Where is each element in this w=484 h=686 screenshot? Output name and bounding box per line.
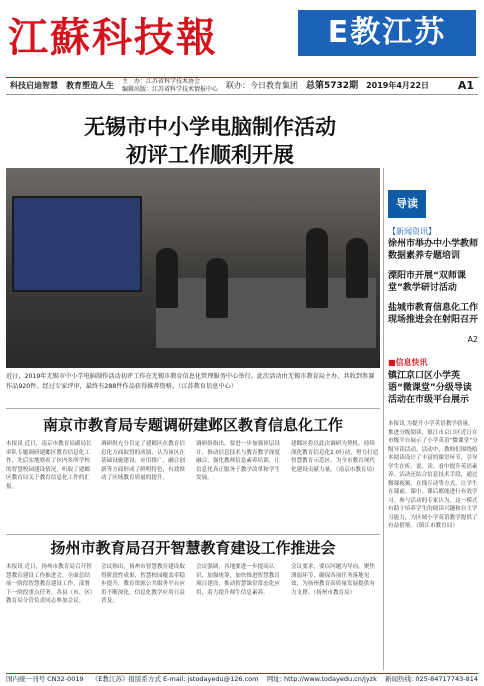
sidebar-item[interactable]: 溧阳市开展“双师课堂”教学研讨活动 <box>388 271 466 293</box>
section-divider <box>6 534 380 535</box>
section-divider <box>6 408 380 409</box>
sidebar-item[interactable]: 徐州市举办中小学教师数据素养专题培训 <box>388 239 479 261</box>
computer-desks <box>156 278 376 348</box>
sidebar-item[interactable]: 盐城市教育信息化工作现场推进会在射阳召开 <box>388 303 479 325</box>
person-figure <box>346 238 368 298</box>
footer <box>6 673 478 686</box>
footer-hotline: 新闻热线: 025-84717743-814 <box>385 675 478 683</box>
person-figure <box>156 248 178 308</box>
sidebar-story-title: 镇江京口区小学英语“微课堂”分级导读活动在市级平台展示 <box>388 371 472 405</box>
sidebar-story-body: 本报讯 为提升小学英语教学质量，推进分级阅读，镇江市京口区近日在市级平台展示了小学英语“微课堂”分级导读活动。活动中，教师们围绕绘本阅读设计了丰富的课堂环节，引导学生在听、说、读、看中提升英语素养。活动还结合信息技术手段，通过微课视频、在线互动等方式，让学生在课前、课中、课后都能进行有效学习。参与活动的专家认为，这一模式有助于培养学生的阅读兴趣和自主学习能力，为区域小学英语教学提供了有益借鉴。（镇江市教育局） <box>388 421 478 529</box>
headline-line-1: 无锡市中小学电脑制作活动 <box>84 114 336 139</box>
footer-email[interactable]: 《E教江苏》报版系方式 E-mail: jstodayedu@126.com <box>91 675 259 683</box>
info-bar <box>6 77 478 95</box>
page-reference: A2 <box>467 335 478 344</box>
footer-serial: 国内统一刊号 CN32-0019 <box>6 675 84 683</box>
publisher: 编辑出版：江苏省科学技术情报中心 <box>122 86 219 93</box>
newspaper-title: 江蘇科技報 <box>8 14 218 61</box>
headline-line-2: 初评工作顺利开展 <box>126 142 294 167</box>
partner: 联办：今日教育集团 <box>226 81 299 90</box>
story3-body <box>6 563 380 670</box>
quick-news-label: ■信息快讯 <box>388 358 428 367</box>
story2-column: 调研组指出，要进一步加强顶层设计，推动信息技术与教育教学深度融合，强化教师信息素养培训，让信息化真正服务于教学改革和学生发展。 <box>196 441 280 481</box>
person-figure <box>206 258 228 318</box>
photo-caption: 近日，2019年无锡市中小学电脑制作活动初评工作在无锡市教育信息化管理服务中心举行。此次活动由无锡市教育局主办，共收到参赛作品920件。经过专家评审，最终有288件作品获得推荐资格。（江苏教育信息中心） <box>6 373 375 390</box>
page-number: A1 <box>457 79 474 92</box>
main-headline <box>40 113 380 169</box>
story3-column: 本报讯 近日，扬州市教育局召开智慧教育建设工作推进会，全面总结前一阶段智慧教育建设工作，部署下一阶段重点任务。各县（市、区）教育局分管负责同志参加会议。 <box>6 564 93 604</box>
guide-label: 导读 <box>388 190 426 218</box>
news-tag: 【新闻资讯】 <box>388 227 436 236</box>
projection-screen <box>12 196 142 292</box>
story2-column: 调研组充分肯定了建邺区在教育信息化方面取得的成绩，认为该区在基础设施建设、应用推广、融合创新等方面形成了鲜明特色，有效推动了区域教育质量的提升。 <box>101 441 185 481</box>
footer-website[interactable]: 网址: http://www.todayedu.cn/jyzk <box>266 675 377 683</box>
story2-column: 建邺区将以此次调研为契机，持续深化教育信息化2.0行动，努力打造智慧教育示范区，为全市教育现代化建设贡献力量。（南京市教育局） <box>291 441 379 473</box>
column-divider <box>383 168 384 670</box>
slogan: 科技启迪智慧 教育塑造人生 <box>10 81 114 90</box>
sidebar-news <box>388 226 478 346</box>
issue-number: 总第5732期 <box>306 81 359 91</box>
story3-column: 会议指出，扬州市智慧教育建设取得阶段性成果，智慧校园覆盖率稳步提升，教育资源公共服务平台应用不断深化，信息化教学应用日益普及。 <box>101 564 185 604</box>
masthead <box>0 0 484 72</box>
story3-column: 会议要求，要以问题为导向，聚焦薄弱环节，确保各项任务落地见效，为扬州教育高质量发展提供有力支撑。（扬州市教育局） <box>291 564 375 596</box>
story2-body <box>6 440 380 532</box>
story3-column: 会议强调，各地要进一步提高认识，加强统筹，加快推进智慧教育项目建设，推动智慧课堂常态化应用，着力提升师生信息素养。 <box>196 564 280 596</box>
issue-date: 2019年4月22日 <box>366 81 430 90</box>
main-photo <box>6 168 380 368</box>
organizer: 主 办：江苏省科学技术协会 <box>122 78 201 85</box>
edition-badge: E教江苏 <box>298 10 476 56</box>
story2-column: 本报讯 近日，南京市教育局副局长率队专题调研建邺区教育信息化工作，先后实地察看了区内多所学校的智慧校园建设情况，听取了建邺区教育局关于教育信息化工作的汇报。 <box>6 441 92 490</box>
story2-title: 南京市教育局专题调研建邺区教育信息化工作 <box>42 416 343 434</box>
organizer-block <box>118 78 222 94</box>
person-figure <box>306 228 328 308</box>
story3-title: 扬州市教育局召开智慧教育建设工作推进会 <box>50 539 336 557</box>
